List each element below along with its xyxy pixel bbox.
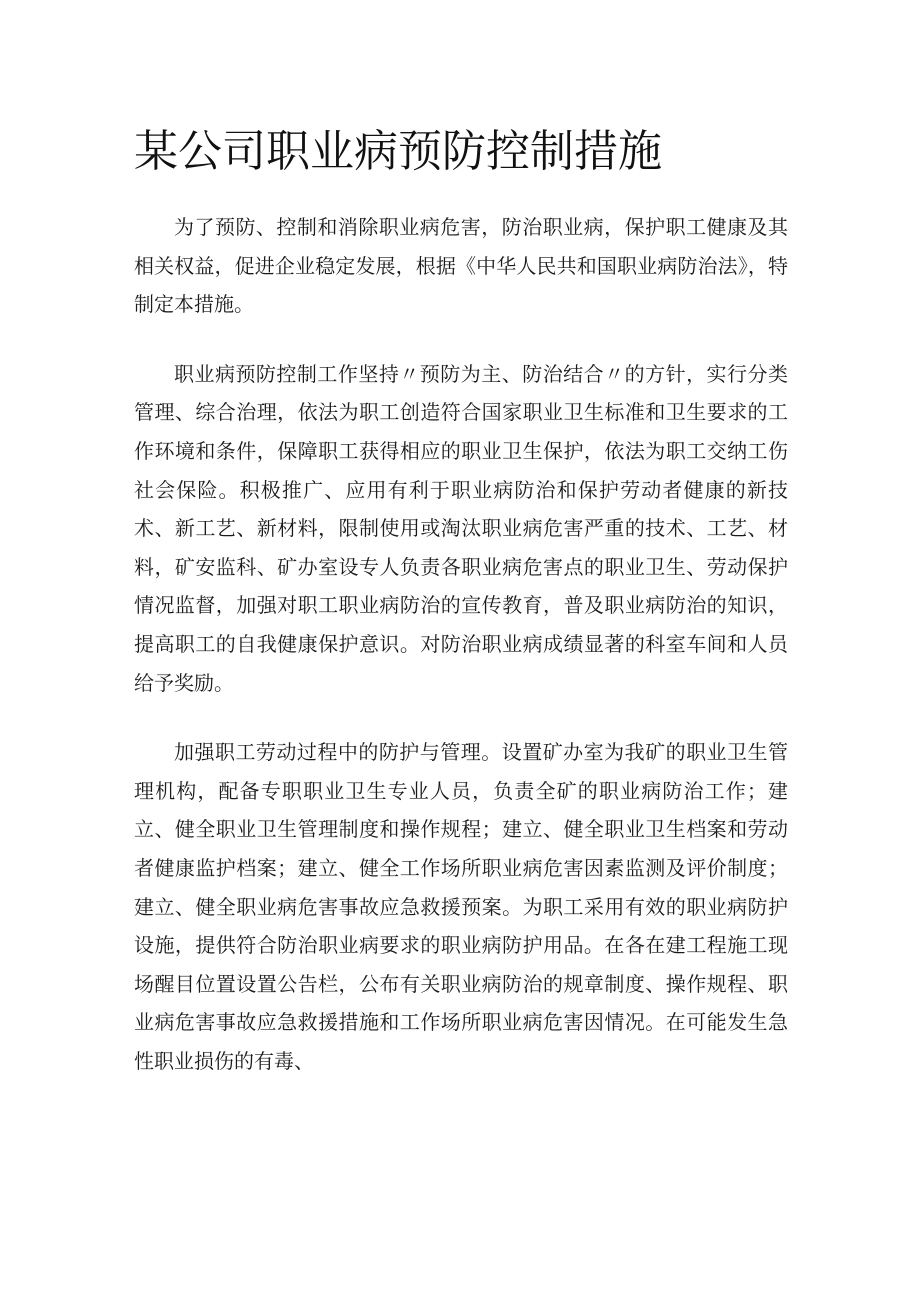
paragraph-protection-management: 加强职工劳动过程中的防护与管理。设置矿办室为我矿的职业卫生管理机构，配备专职职业卫生专业人员，负责全矿的职业病防治工作；建立、健全职业卫生管理制度和操作规程；建立、健全职业卫生档案和劳动者健康监护档案；建立、健全工作场所职业病危害因素监测及评价制度；建立、健全职业病危害事故应急救援预案。为职工采用有效的职业病防护设施，提供符合防治职业病要求的职业病防护用品。在各在建工程施工现场醒目位置设置公告栏，公布有关职业病防治的规章制度、操作规程、职业病危害事故应急救援措施和工作场所职业病危害因情况。在可能发生急性职业损伤的有毒、 xyxy=(134,740,788,1073)
document-body xyxy=(134,208,788,1111)
paragraph-purpose: 为了预防、控制和消除职业病危害，防治职业病，保护职工健康及其相关权益，促进企业稳定发展，根据《中华人民共和国职业病防治法》，特制定本措施。 xyxy=(134,215,788,317)
document-title: 某公司职业病预防控制措施 xyxy=(134,126,662,177)
paragraph-principles: 职业病预防控制工作坚持〃预防为主、防治结合〃的方针，实行分类管理、综合治理，依法为职工创造符合国家职业卫生标准和卫生要求的工作环境和条件，保障职工获得相应的职业卫生保护，依法为职工交纳工伤社会保险。积极推广、应用有利于职业病防治和保护劳动者健康的新技术、新工艺、新材料，限制使用或淘汰职业病危害严重的技术、工艺、材料，矿安监科、矿办室设专人负责各职业病危害点的职业卫生、劳动保护情况监督，加强对职工职业病防治的宣传教育，普及职业病防治的知识，提高职工的自我健康保护意识。对防治职业病成绩显著的科室车间和人员给予奖励。 xyxy=(134,361,788,695)
